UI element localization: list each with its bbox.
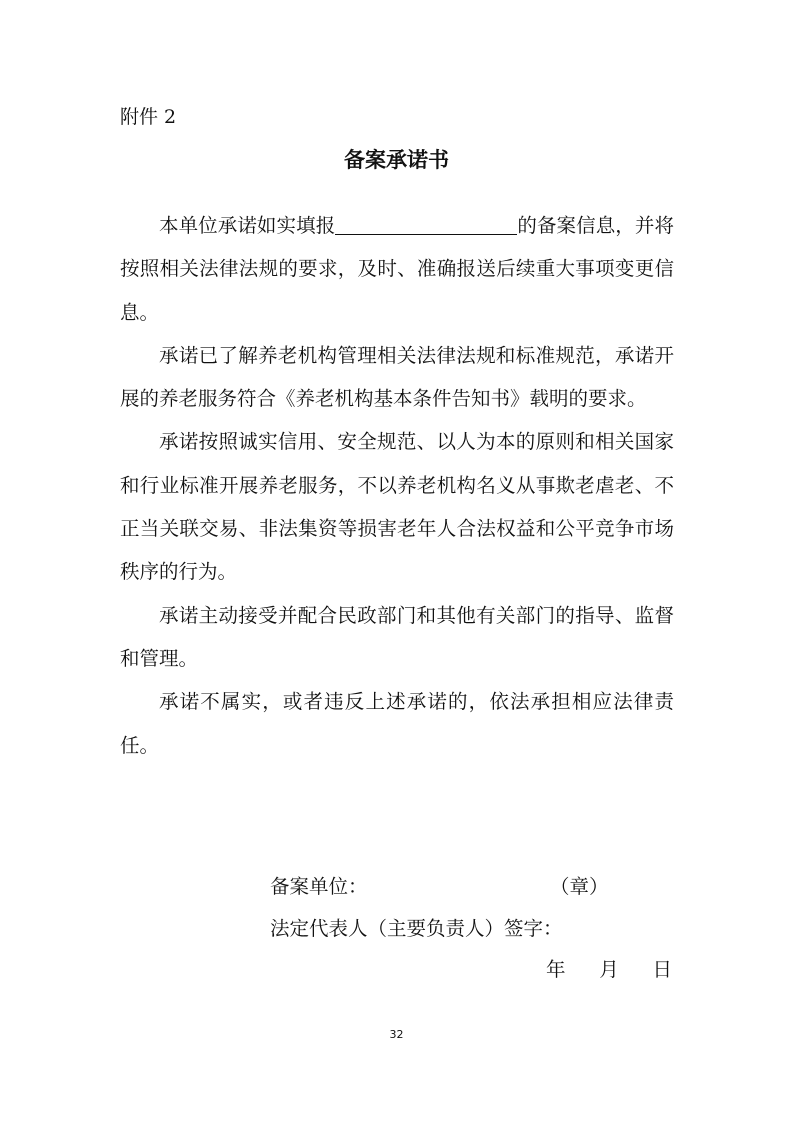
document-title: 备案承诺书 [344, 148, 449, 172]
paragraph-2: 承诺已了解养老机构管理相关法律法规和标准规范，承诺开展的养老服务符合《养老机构基本条件告知书》载明的要求。 [120, 343, 674, 411]
date-day: 日 [652, 958, 672, 981]
paragraph-1 [120, 204, 674, 334]
document-body [120, 204, 674, 767]
filing-unit-label: 备案单位： [270, 875, 368, 898]
paragraph-1-lead: 本单位承诺如实填报 [159, 214, 336, 237]
date-line [546, 957, 672, 983]
paragraph-4: 承诺主动接受并配合民政部门和其他有关部门的指导、监督和管理。 [120, 603, 674, 670]
attachment-label: 附件 2 [120, 106, 177, 128]
date-year: 年 [546, 958, 566, 981]
seal-label: （章） [550, 875, 609, 898]
paragraph-5: 承诺不属实，或者违反上述承诺的，依法承担相应法律责任。 [120, 690, 674, 757]
date-month: 月 [599, 958, 619, 981]
paragraph-1-rest: 的备案信息，并将按照相关法律法规的要求，及时、准确报送后续重大事项变更信息。 [120, 214, 674, 324]
representative-signature-label: 法定代表人（主要负责人）签字： [270, 917, 563, 940]
page-number: 32 [389, 1028, 404, 1041]
fill-in-blank-line[interactable] [335, 213, 517, 234]
paragraph-3: 承诺按照诚实信用、安全规范、以人为本的原则和相关国家和行业标准开展养老服务，不以养老机构名义从事欺老虐老、不正当关联交易、非法集资等损害老年人合法权益和公平竞争市场秩序的行为。 [120, 430, 674, 584]
